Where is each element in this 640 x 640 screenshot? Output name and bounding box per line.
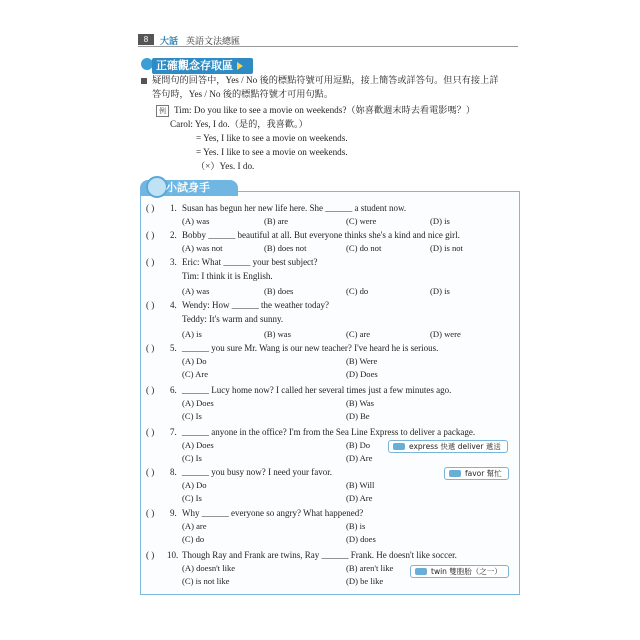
question-number: 8. [170, 467, 177, 477]
question-stem: Eric: What ______ your best subject? [182, 257, 318, 267]
option-a[interactable]: (A) Do [182, 480, 207, 490]
vocab-note: express 快遞 deliver 遞送 [388, 440, 508, 453]
question-stem: ______ you sure Mr. Wang is our new teacher? I've heard he is serious. [182, 343, 439, 353]
option-d[interactable]: (D) Are [346, 493, 373, 503]
answer-paren[interactable]: ( ) [146, 385, 155, 395]
option-b[interactable]: (B) was [264, 329, 291, 339]
option-c[interactable]: (C) do [182, 534, 205, 544]
answer-paren[interactable]: ( ) [146, 467, 155, 477]
option-a[interactable]: (A) Does [182, 440, 214, 450]
option-c[interactable]: (C) Is [182, 453, 202, 463]
option-b[interactable]: (B) are [264, 216, 289, 226]
book-title: 英語文法總匯 [186, 36, 241, 46]
option-a[interactable]: (A) are [182, 521, 207, 531]
option-c[interactable]: (C) Are [182, 369, 209, 379]
option-b[interactable]: (B) Will [346, 480, 375, 490]
option-a[interactable]: (A) is [182, 329, 202, 339]
option-d[interactable]: (D) were [430, 329, 461, 339]
answer-paren[interactable]: ( ) [146, 427, 155, 437]
shoe-icon [449, 470, 461, 477]
answer-paren[interactable]: ( ) [146, 508, 155, 518]
question-number: 4. [170, 300, 177, 310]
option-a[interactable]: (A) was [182, 286, 210, 296]
option-d[interactable]: (D) is [430, 286, 450, 296]
option-c[interactable]: (C) were [346, 216, 377, 226]
option-b[interactable]: (B) Was [346, 398, 375, 408]
question-number: 10. [167, 550, 179, 560]
question-stem: Wendy: How ______ the weather today? [182, 300, 329, 310]
header-divider [138, 46, 518, 47]
page-number: 8 [138, 34, 154, 45]
question-stem-2: Tim: I think it is English. [182, 271, 273, 281]
answer-paren[interactable]: ( ) [146, 257, 155, 267]
arrow-icon [237, 62, 243, 70]
example-line-2: Carol: Yes, I do.（是的，我喜歡。） [170, 119, 308, 129]
option-d[interactable]: (D) is [430, 216, 450, 226]
concept-title: 正確觀念存取區 [152, 58, 253, 74]
quiz-title: 小試身手 [166, 181, 210, 194]
option-b[interactable]: (B) Were [346, 356, 378, 366]
vocab-note: twin 雙胞胎（之一） [410, 565, 509, 578]
question-stem: Bobby ______ beautiful at all. But everyone thinks she's a kind and nice girl. [182, 230, 460, 240]
question-number: 5. [170, 343, 177, 353]
answer-paren[interactable]: ( ) [146, 550, 155, 560]
option-b[interactable]: (B) is [346, 521, 366, 531]
answer-paren[interactable]: ( ) [146, 343, 155, 353]
option-d[interactable]: (D) does [346, 534, 376, 544]
option-d[interactable]: (D) is not [430, 243, 463, 253]
question-number: 6. [170, 385, 177, 395]
example-mark: 例 [156, 105, 169, 117]
option-d[interactable]: (D) Does [346, 369, 378, 379]
option-a[interactable]: (A) doesn't like [182, 563, 236, 573]
answer-paren[interactable]: ( ) [146, 203, 155, 213]
bullet-icon [141, 78, 147, 84]
quiz-badge-icon [146, 176, 168, 198]
option-c[interactable]: (C) Is [182, 493, 202, 503]
option-a[interactable]: (A) Do [182, 356, 207, 366]
option-c[interactable]: (C) do [346, 286, 369, 296]
option-c[interactable]: (C) is not like [182, 576, 230, 586]
option-b[interactable]: (B) does [264, 286, 294, 296]
shoe-icon [393, 443, 405, 450]
option-a[interactable]: (A) was not [182, 243, 223, 253]
option-a[interactable]: (A) was [182, 216, 210, 226]
question-stem-2: Teddy: It's warm and sunny. [182, 314, 284, 324]
rule-line-2: 答句時，Yes / No 後的標點符號才可用句點。 [152, 89, 334, 99]
brand-logo: 大話 [160, 36, 179, 46]
rule-line-1: 疑問句的回答中，Yes / No 後的標點符號可用逗點，接上簡答或詳答句。但只有接上詳 [152, 75, 499, 85]
shoe-icon [415, 568, 427, 575]
answer-paren[interactable]: ( ) [146, 300, 155, 310]
vocab-note: favor 幫忙 [444, 467, 509, 480]
question-number: 3. [170, 257, 177, 267]
question-number: 2. [170, 230, 177, 240]
option-c[interactable]: (C) do not [346, 243, 382, 253]
option-c[interactable]: (C) Is [182, 411, 202, 421]
example-line-5: （×）Yes. I do. [196, 161, 255, 171]
option-c[interactable]: (C) are [346, 329, 371, 339]
option-b[interactable]: (B) aren't like [346, 563, 394, 573]
question-stem: Though Ray and Frank are twins, Ray ______ Frank. He doesn't like soccer. [182, 550, 457, 560]
option-b[interactable]: (B) does not [264, 243, 307, 253]
question-number: 9. [170, 508, 177, 518]
option-a[interactable]: (A) Does [182, 398, 214, 408]
question-stem: ______ you busy now? I need your favor. [182, 467, 332, 477]
option-d[interactable]: (D) be like [346, 576, 384, 586]
question-stem: Why ______ everyone so angry? What happened? [182, 508, 364, 518]
option-d[interactable]: (D) Be [346, 411, 370, 421]
question-number: 1. [170, 203, 177, 213]
example-line-1: Tim: Do you like to see a movie on weekends?（妳喜歡週末時去看電影嗎？） [174, 105, 476, 115]
question-stem: ______ anyone in the office? I'm from the Sea Line Express to deliver a package. [182, 427, 476, 437]
example-line-3: = Yes, I like to see a movie on weekends. [196, 133, 348, 143]
question-number: 7. [170, 427, 177, 437]
option-b[interactable]: (B) Do [346, 440, 371, 450]
question-stem: Susan has begun her new life here. She ______ a student now. [182, 203, 407, 213]
answer-paren[interactable]: ( ) [146, 230, 155, 240]
question-stem: ______ Lucy home now? I called her several times just a few minutes ago. [182, 385, 452, 395]
example-line-4: = Yes. I like to see a movie on weekends. [196, 147, 348, 157]
option-d[interactable]: (D) Are [346, 453, 373, 463]
